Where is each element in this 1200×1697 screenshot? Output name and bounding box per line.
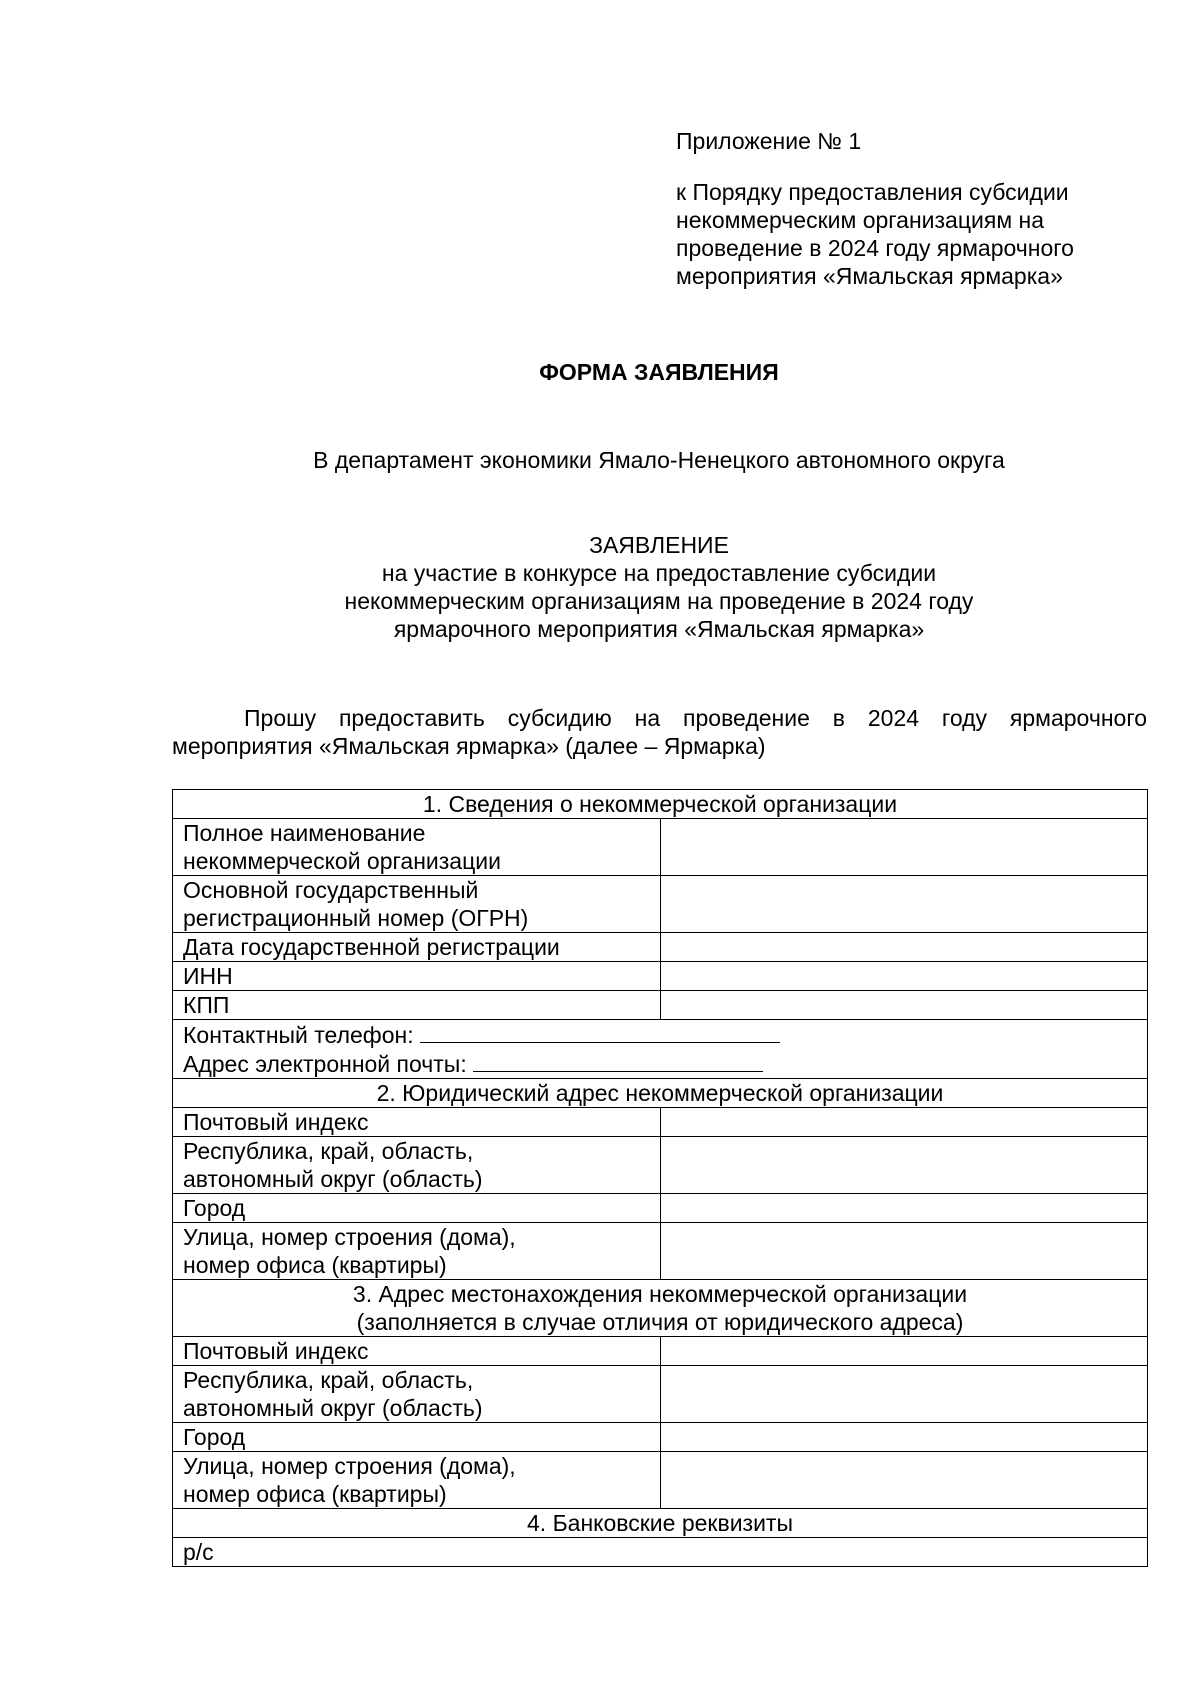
phone-field[interactable] xyxy=(420,1020,780,1043)
table-row xyxy=(173,1194,1148,1223)
field-label-street xyxy=(173,1223,661,1280)
application-subtitle-line: ярмарочного мероприятия «Ямальская ярмарка» xyxy=(393,616,925,642)
section-4-title: 4. Банковские реквизиты xyxy=(173,1509,1148,1538)
label-line: Улица, номер строения (дома), xyxy=(183,1224,516,1250)
table-row xyxy=(173,876,1148,933)
section-header-row xyxy=(173,1079,1148,1108)
contacts-cell xyxy=(173,1020,1148,1079)
field-label-street xyxy=(173,1452,661,1509)
field-label-ogrn xyxy=(173,876,661,933)
table-row xyxy=(173,1452,1148,1509)
label-line: Республика, край, область, xyxy=(183,1138,474,1164)
bank-account-label: р/с xyxy=(183,1539,214,1565)
field-value-kpp[interactable] xyxy=(660,991,1148,1020)
field-label-city: Город xyxy=(173,1423,661,1452)
application-subtitle-line: на участие в конкурсе на предоставление субсидии xyxy=(381,560,937,586)
field-label-region xyxy=(173,1137,661,1194)
table-row xyxy=(173,1337,1148,1366)
field-value-postal-code[interactable] xyxy=(660,1108,1148,1137)
section-3-title-line: 3. Адрес местонахождения некоммерческой организации xyxy=(352,1281,968,1307)
appendix-block xyxy=(676,127,1156,290)
section-header-row xyxy=(173,790,1148,819)
field-label-region xyxy=(173,1366,661,1423)
appendix-line: проведение в 2024 году ярмарочного xyxy=(676,235,1074,261)
field-value-postal-code[interactable] xyxy=(660,1337,1148,1366)
table-row xyxy=(173,991,1148,1020)
email-label: Адрес электронной почты: xyxy=(183,1051,467,1077)
label-line: Республика, край, область, xyxy=(183,1367,474,1393)
appendix-line: к Порядку предоставления субсидии xyxy=(676,179,1069,205)
table-row xyxy=(173,1223,1148,1280)
field-value-full-name[interactable] xyxy=(660,819,1148,876)
label-line: Полное наименование xyxy=(183,820,426,846)
table-row xyxy=(173,1423,1148,1452)
field-label-registration-date: Дата государственной регистрации xyxy=(173,933,661,962)
section-1-title: 1. Сведения о некоммерческой организации xyxy=(173,790,1148,819)
field-value-inn[interactable] xyxy=(660,962,1148,991)
appendix-line: некоммерческим организациям на xyxy=(676,207,1045,233)
table-row xyxy=(173,819,1148,876)
field-value-registration-date[interactable] xyxy=(660,933,1148,962)
table-row xyxy=(173,1137,1148,1194)
label-line: некоммерческой организации xyxy=(183,848,501,874)
label-line: Основной государственный xyxy=(183,877,479,903)
label-line: номер офиса (квартиры) xyxy=(183,1252,447,1278)
table-row xyxy=(173,1538,1148,1567)
field-label-kpp: КПП xyxy=(173,991,661,1020)
phone-label: Контактный телефон: xyxy=(183,1022,414,1048)
appendix-number: Приложение № 1 xyxy=(676,128,862,154)
table-row xyxy=(173,1108,1148,1137)
table-row xyxy=(173,962,1148,991)
field-value-street[interactable] xyxy=(660,1452,1148,1509)
label-line: Улица, номер строения (дома), xyxy=(183,1453,516,1479)
field-value-street[interactable] xyxy=(660,1223,1148,1280)
application-title: ЗАЯВЛЕНИЕ xyxy=(589,532,729,558)
field-value-city[interactable] xyxy=(660,1194,1148,1223)
section-header-row xyxy=(173,1280,1148,1337)
field-value-region[interactable] xyxy=(660,1366,1148,1423)
label-line: регистрационный номер (ОГРН) xyxy=(183,905,529,931)
section-2-title: 2. Юридический адрес некоммерческой организации xyxy=(173,1079,1148,1108)
email-line xyxy=(183,1049,1137,1078)
application-form-table xyxy=(172,789,1148,1567)
section-3-title xyxy=(173,1280,1148,1337)
field-value-city[interactable] xyxy=(660,1423,1148,1452)
field-value-ogrn[interactable] xyxy=(660,876,1148,933)
application-subtitle-line: некоммерческим организациям на проведение в 2024 году xyxy=(344,588,974,614)
application-heading xyxy=(0,531,1200,643)
field-label-postal-code: Почтовый индекс xyxy=(173,1337,661,1366)
appendix-line: мероприятия «Ямальская ярмарка» xyxy=(676,263,1063,289)
request-paragraph xyxy=(172,704,1147,760)
field-value-region[interactable] xyxy=(660,1137,1148,1194)
contacts-row xyxy=(173,1020,1148,1079)
form-title: ФОРМА ЗАЯВЛЕНИЯ xyxy=(539,359,779,385)
label-line: номер офиса (квартиры) xyxy=(183,1481,447,1507)
phone-line xyxy=(183,1020,1137,1049)
field-label-city: Город xyxy=(173,1194,661,1223)
request-text: Прошу предоставить субсидию на проведение в 2024 году ярмарочного мероприятия «Ямальская ярмарка» (далее – Ярмарка) xyxy=(172,705,1147,759)
bank-account-cell[interactable] xyxy=(173,1538,1148,1567)
field-label-postal-code: Почтовый индекс xyxy=(173,1108,661,1137)
table-row xyxy=(173,1366,1148,1423)
field-label-inn: ИНН xyxy=(173,962,661,991)
table-row xyxy=(173,933,1148,962)
email-field[interactable] xyxy=(473,1049,763,1072)
field-label-full-name xyxy=(173,819,661,876)
label-line: автономный округ (область) xyxy=(183,1166,483,1192)
label-line: автономный округ (область) xyxy=(183,1395,483,1421)
section-3-title-line: (заполняется в случае отличия от юридического адреса) xyxy=(356,1309,964,1335)
section-header-row xyxy=(173,1509,1148,1538)
addressee-line: В департамент экономики Ямало-Ненецкого автономного округа xyxy=(313,447,1005,473)
